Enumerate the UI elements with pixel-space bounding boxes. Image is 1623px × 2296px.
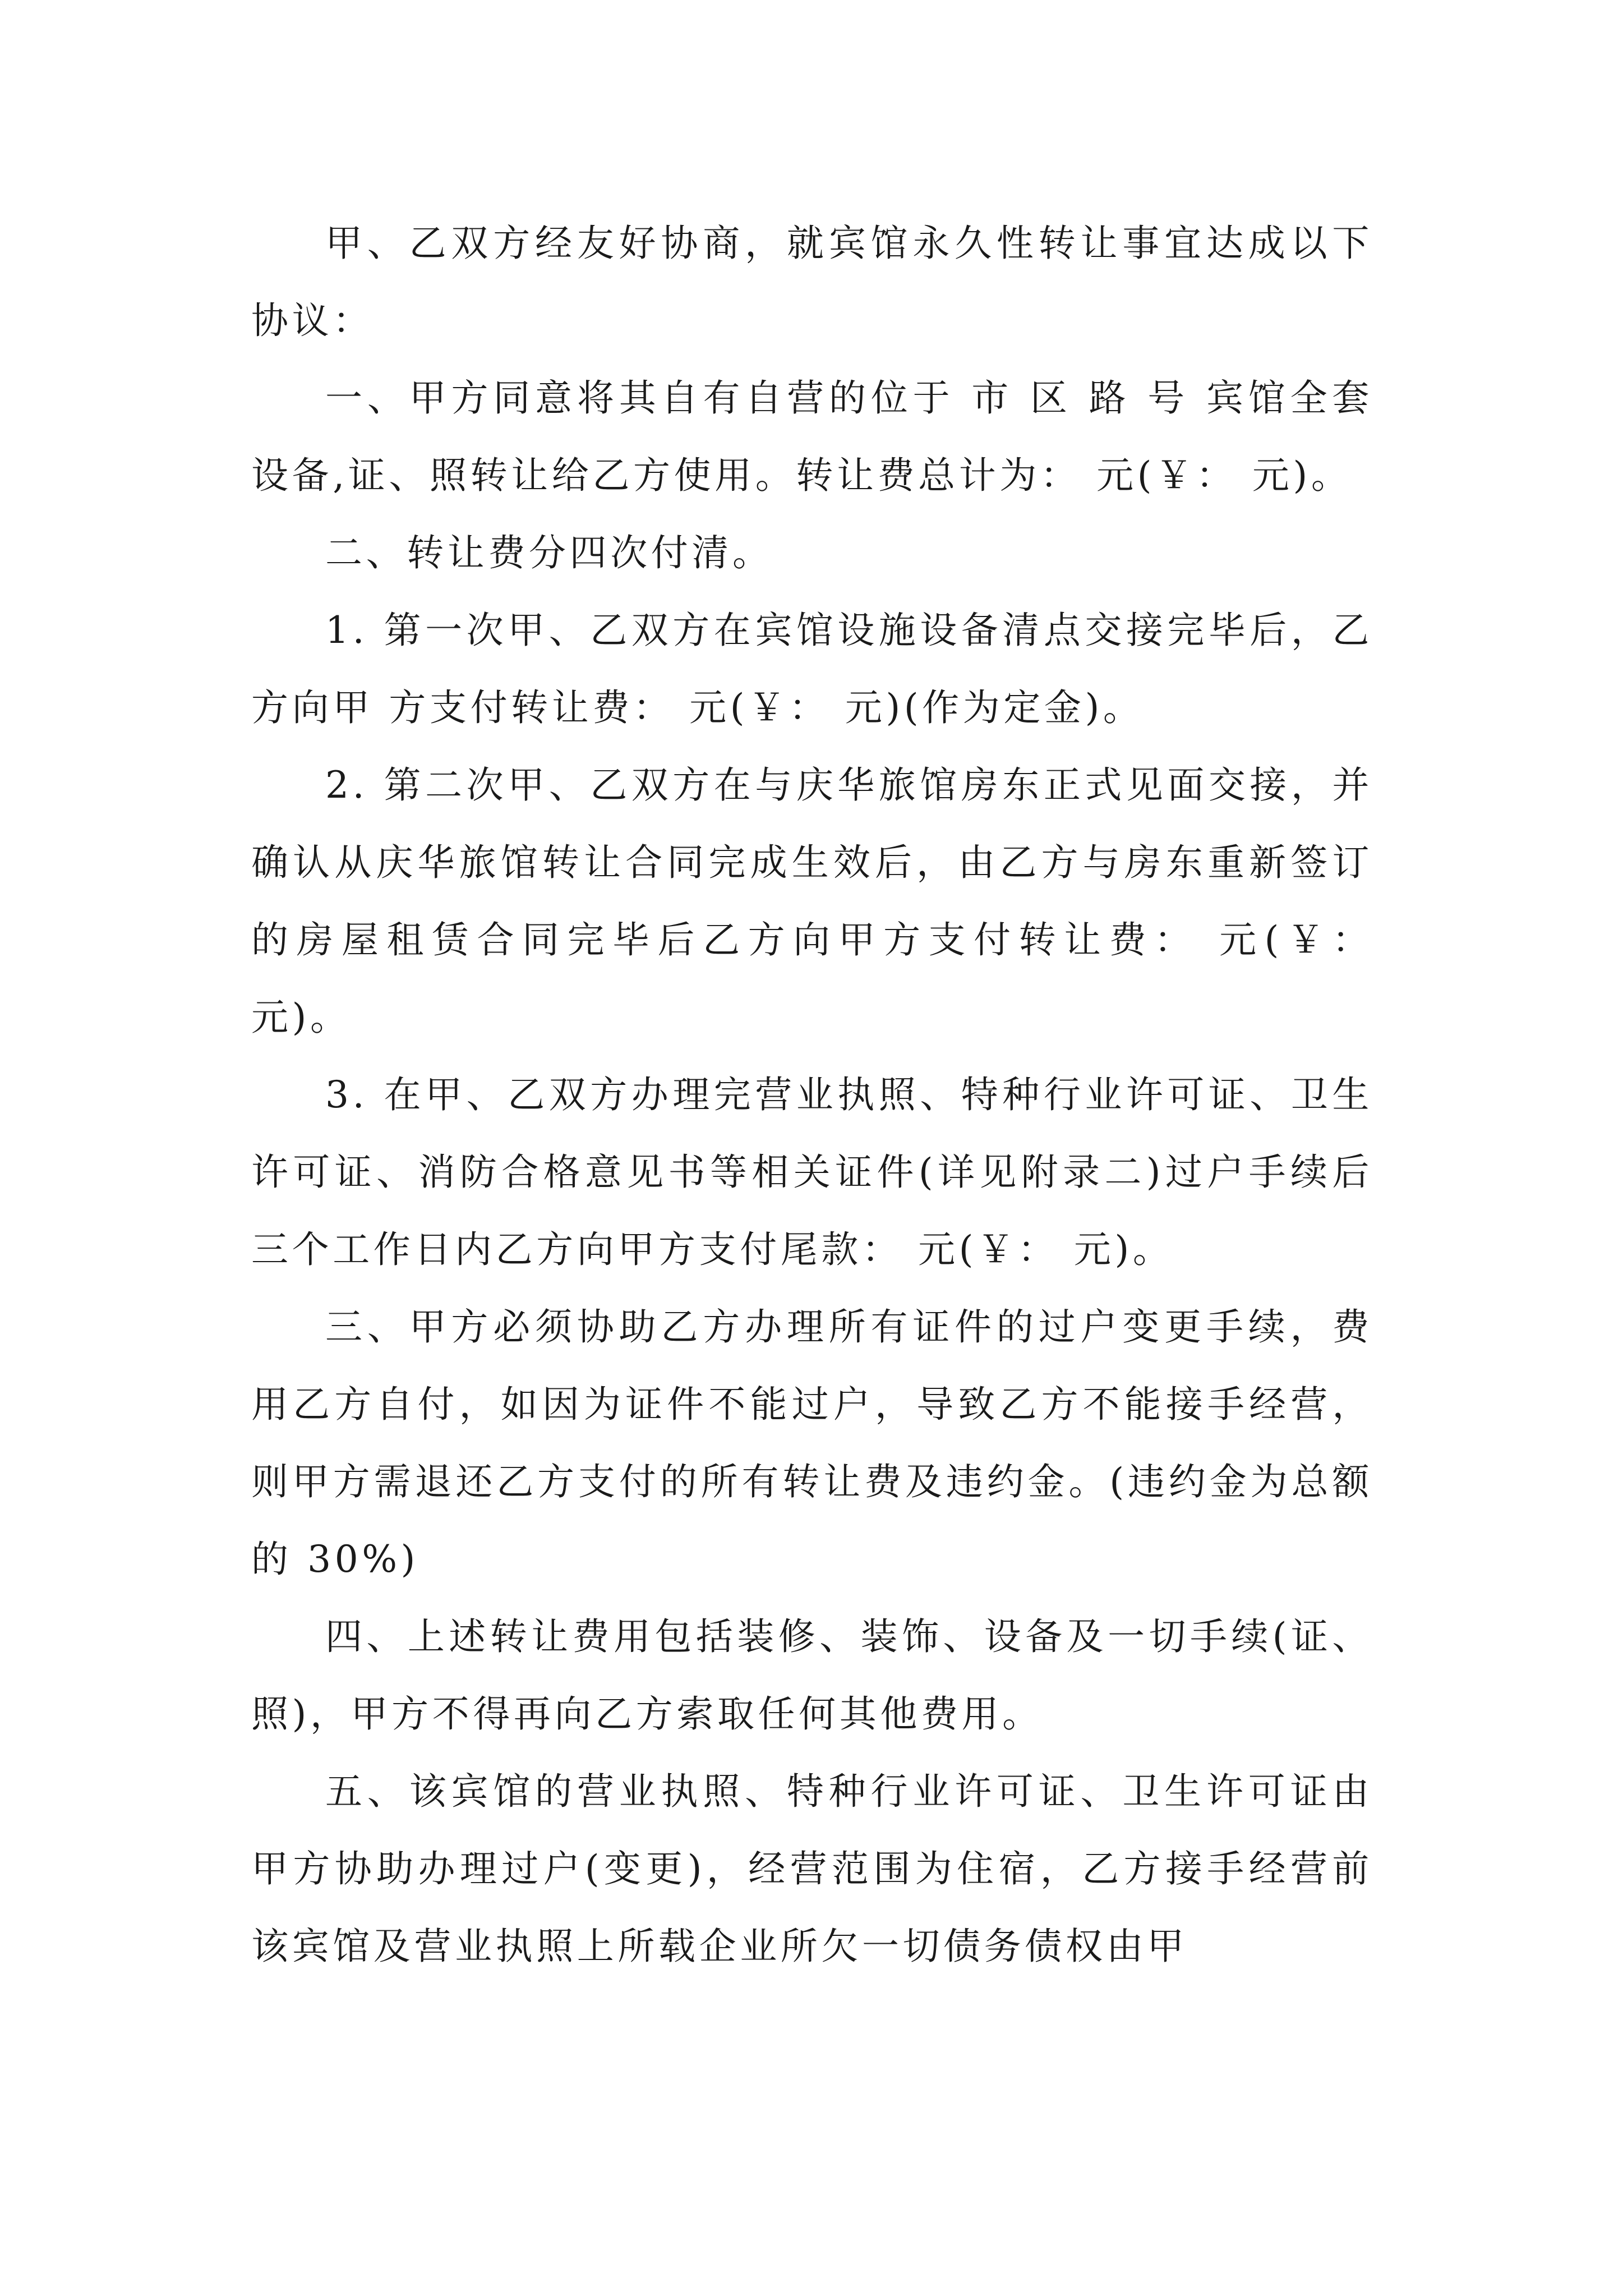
paragraph-payment-2: 2. 第二次甲、乙双方在与庆华旅馆房东正式见面交接，并确认从庆华旅馆转让合同完成生效后，由乙方与房东重新签订的房屋租赁合同完毕后乙方向甲方支付转让费： 元(￥： 元)。: [251, 763, 1373, 1039]
paragraph-clause-2: 二、转让费分四次付清。: [325, 531, 773, 574]
document-body: [251, 205, 1373, 1985]
paragraph-clause-1: 一、甲方同意将其自有自营的位于 市 区 路 号 宾馆全套设备,证、照转让给乙方使用。转让费总计为： 元(￥： 元)。: [251, 376, 1373, 497]
paragraph-payment-3: 3. 在甲、乙双方办理完营业执照、特种行业许可证、卫生许可证、消防合格意见书等相关证件(详见附录二)过户手续后三个工作日内乙方向甲方支付尾款： 元(￥： 元)。: [251, 1073, 1373, 1271]
paragraph-clause-4: 四、上述转让费用包括装修、装饰、设备及一切手续(证、照)，甲方不得再向乙方索取任何其他费用。: [251, 1615, 1373, 1736]
paragraph-intro: 甲、乙双方经友好协商，就宾馆永久性转让事宜达成以下协议：: [251, 222, 1373, 342]
paragraph-clause-5: 五、该宾馆的营业执照、特种行业许可证、卫生许可证由甲方协助办理过户(变更)，经营范围为住宿，乙方接手经营前该宾馆及营业执照上所载企业所欠一切债务债权由甲: [251, 1770, 1373, 1968]
paragraph-clause-3: 三、甲方必须协助乙方办理所有证件的过户变更手续，费用乙方自付，如因为证件不能过户，导致乙方不能接手经营，则甲方需退还乙方支付的所有转让费及违约金。(违约金为总额的 30%): [251, 1305, 1373, 1581]
paragraph-payment-1: 1. 第一次甲、乙双方在宾馆设施设备清点交接完毕后，乙方向甲 方支付转让费： 元(￥： 元)(作为定金)。: [251, 609, 1373, 729]
